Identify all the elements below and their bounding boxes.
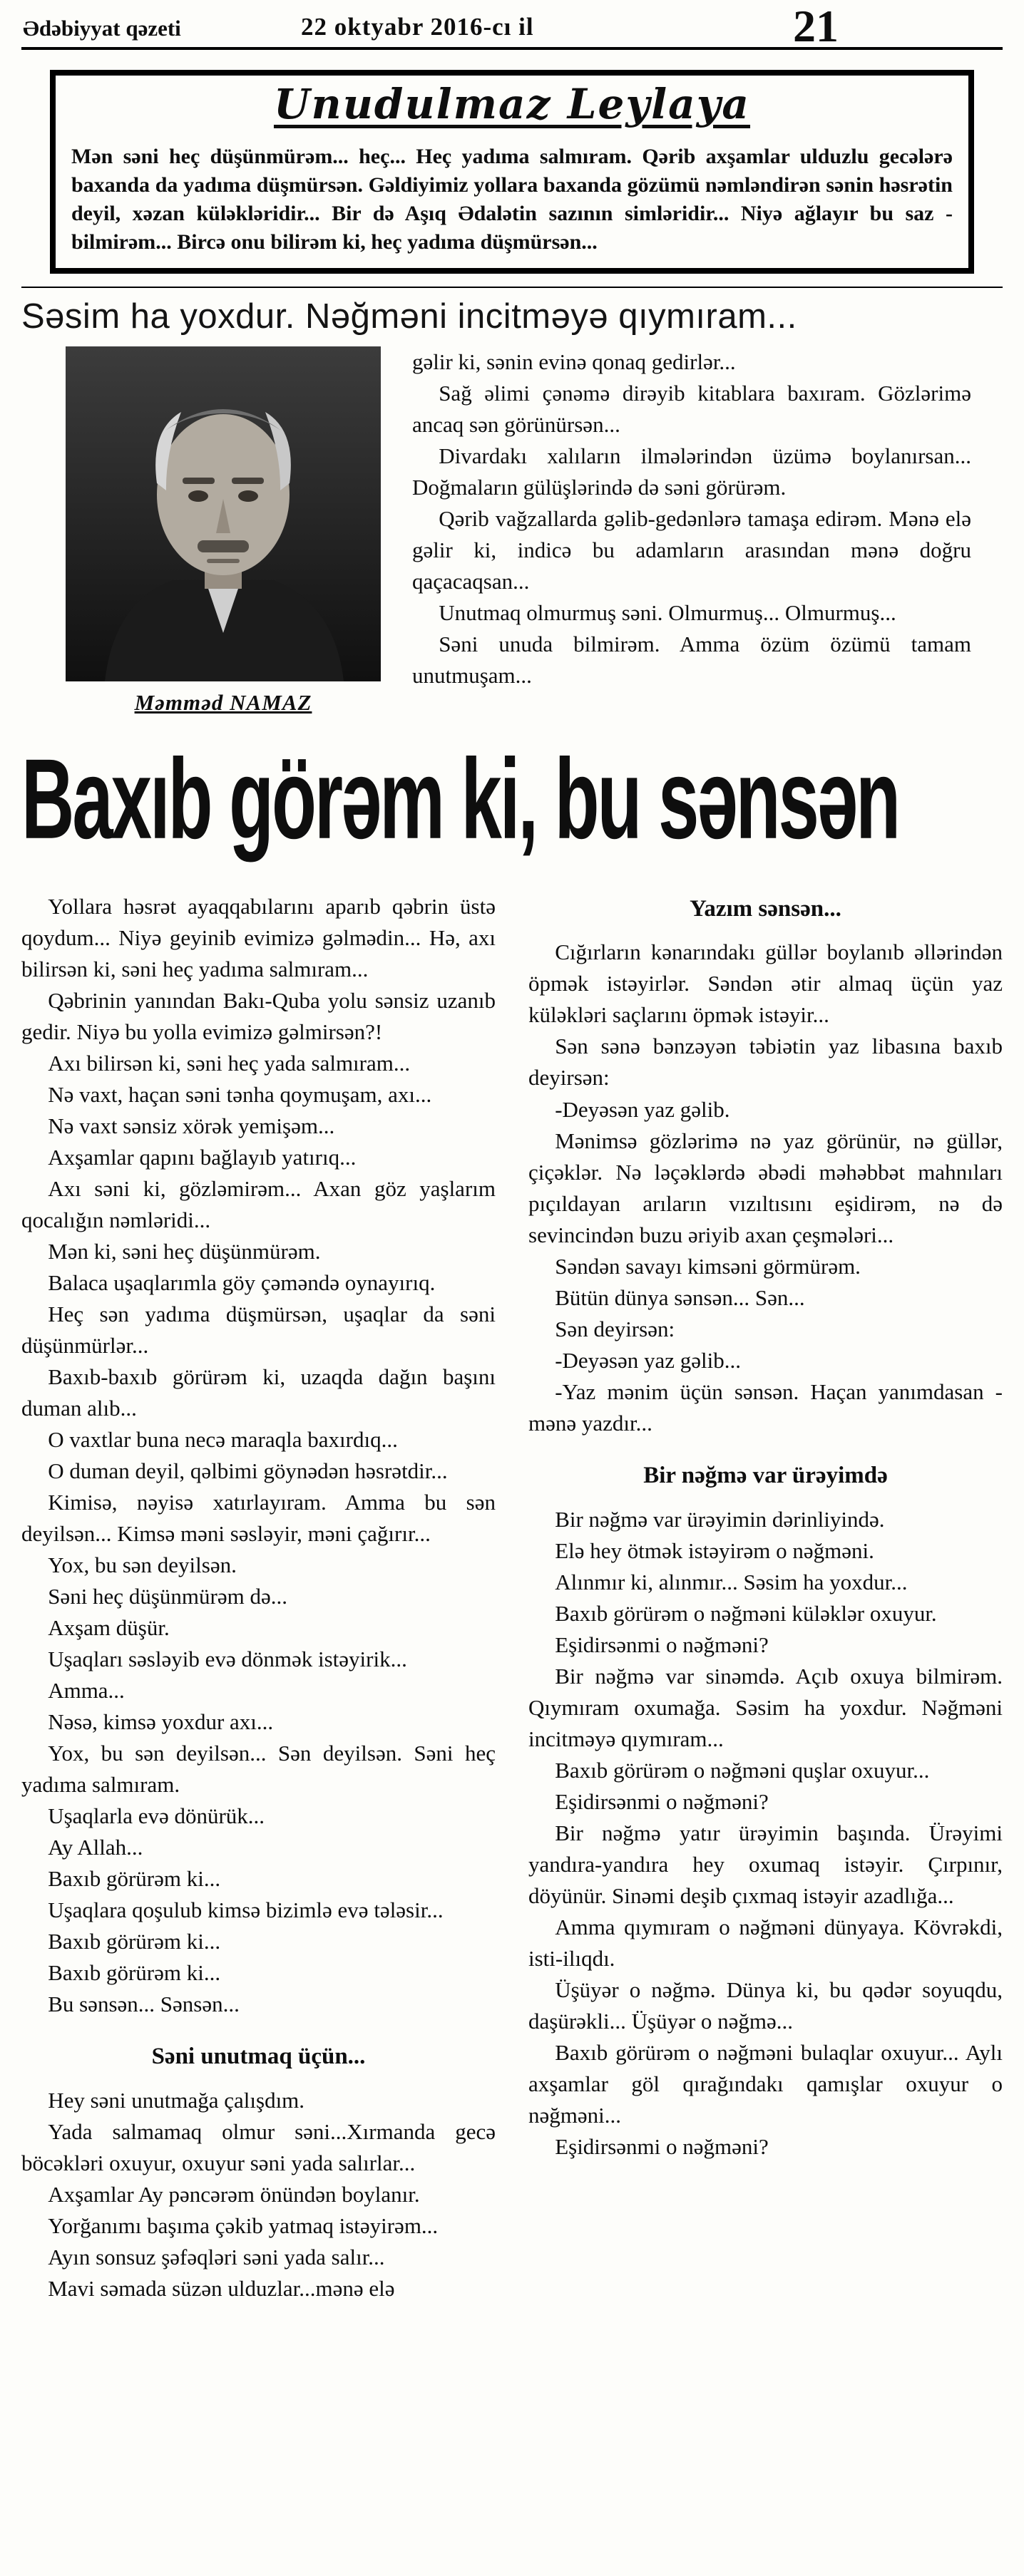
dedication-text: Mən səni heç düşünmürəm... heç... Heç yadıma salmıram. Qərib axşamlar ulduzlu gecələrə baxanda da yadıma düşmürsən. Gəldiyimiz yollara baxanda gözümü nəmləndirən sənin həsrətin deyil, xəzan küləkləridir... Bir də Aşıq Ədalətin sazının simləridir... Niyə ağlayır bu saz - bilmirəm... Bircə onu bilirəm ki, heç yadıma düşmürsən... [71, 145, 953, 254]
paragraph: -Deyəsən yaz gəlib... [555, 1347, 741, 1373]
paragraph: Eşidirsənmi o nəğməni? [555, 1632, 769, 1657]
paragraph: Axşam düşür. [48, 1614, 170, 1640]
paragraph: Səni unuda bilmirəm. Amma özüm özümü tamam unutmuşam... [412, 631, 971, 688]
left-column-subsection [21, 2085, 496, 2304]
paragraph: Mavi səmada süzən ulduzlar...mənə elə [48, 2276, 395, 2302]
paragraph: O vaxtlar buna necə maraqla baxırdıq... [48, 1426, 398, 1452]
paragraph: Elə hey ötmək istəyirəm o nəğməni. [555, 1537, 874, 1563]
page-number: 21 [793, 1, 839, 52]
divider-rule [21, 287, 1003, 288]
paragraph: Ayın sonsuz şəfəqləri səni yada salır... [48, 2245, 385, 2270]
paragraph: Qərib vağzallarda gəlib-gedənlərə tamaşa edirəm. Mənə elə gəlir ki, indicə bu adamların arasından mənə doğru qaçacaqsan... [412, 505, 971, 594]
paragraph: Balaca uşaqlarımla göy çəməndə oynayırıq. [48, 1269, 436, 1295]
paragraph: Eşidirsənmi o nəğməni? [555, 2133, 769, 2159]
paragraph: Mən ki, səni heç düşünmürəm. [48, 1238, 321, 1264]
paragraph: Bir nəğmə var sinəmdə. Açıb oxuya bilmirəm. Qıymıram oxumağa. Səsim ha yoxdur. Nəğməni incitməyə qıymıram... [528, 1663, 1003, 1751]
paragraph: Divardakı xalıların ilmələrindən üzümə boylanırsan... Doğmaların gülüşlərində də səni görürəm. [412, 443, 971, 500]
paragraph: Baxıb görürəm ki... [48, 1929, 221, 1954]
paragraph: Alınmır ki, alınmır... Səsim ha yoxdur... [555, 1569, 908, 1594]
paragraph: Ay Allah... [48, 1835, 143, 1860]
paragraph: Nə vaxt sənsiz xörək yemişəm... [48, 1113, 335, 1138]
author-portrait-image [66, 346, 381, 681]
paragraph: gəlir ki, sənin evinə qonaq gedirlər... [412, 349, 736, 374]
paragraph: Axşamlar qapını bağlayıb yatırıq... [48, 1144, 357, 1170]
left-column [21, 891, 496, 2305]
paragraph: Hey səni unutmağa çalışdım. [48, 2087, 305, 2113]
paragraph: Baxıb görürəm o nəğməni bulaqlar oxuyur... Aylı axşamlar göl qırağındakı qamışlar oxuyur o nəğməni... [528, 2039, 1003, 2128]
subheading-yazim-sensen: Yazım sənsən... [690, 895, 841, 922]
right-column-section1 [528, 937, 1003, 1438]
page-header [21, 1, 1003, 52]
paragraph: Sən sənə bənzəyən təbiətin yaz libasına baxıb deyirsən: [528, 1034, 1003, 1091]
paragraph: Üşüyər o nəğmə. Dünya ki, bu qədər soyuqdu, daşürəkli... Üşüyər o nəğmə... [528, 1977, 1003, 2034]
author-photo [66, 346, 381, 716]
paragraph: Yox, bu sən deyilsən. [48, 1552, 237, 1577]
paragraph: Bütün dünya sənsən... Sən... [555, 1284, 805, 1310]
intro-text-column [412, 346, 1003, 716]
paragraph: Baxıb görürəm ki... [48, 1960, 221, 1986]
paragraph: Yollara həsrət ayaqqabılarını aparıb qəbrin üstə qoydum... Niyə geyinib evimizə gəlmədin... Hə, axı bilirsən ki, səni heç yadıma salmıram... [21, 893, 496, 982]
paragraph: Səndən savayı kimsəni görmürəm. [555, 1253, 861, 1279]
paragraph: Nə vaxt, haçan səni tənha qoymuşam, axı... [48, 1081, 432, 1107]
kicker-line: Səsim ha yoxdur. Nəğməni incitməyə qıymıram... [21, 297, 797, 336]
paragraph: Nəsə, kimsə yoxdur axı... [48, 1709, 274, 1734]
paragraph: Baxıb görürəm o nəğməni küləklər oxuyur. [555, 1600, 937, 1626]
paragraph: Axşamlar Ay pəncərəm önündən boylanır. [48, 2182, 420, 2207]
issue-date: 22 oktyabr 2016-cı il [301, 13, 534, 41]
author-name: Məmməd NAMAZ [134, 689, 312, 715]
paragraph: Yorğanımı başıma çəkib yatmaq istəyirəm... [48, 2213, 439, 2239]
right-column-section2 [528, 1504, 1003, 2163]
article-body [21, 891, 1003, 2305]
paragraph: Mənimsə gözlərimə nə yaz görünür, nə güllər, çiçəklər. Nə ləçəklərdə əbədi məhəbbət mahnıları pıçıldayan arıların vızıltısını eşidirəm, nə də sevincindən buzu əriyib axan çeşmələri... [528, 1128, 1003, 1247]
paragraph: Axı bilirsən ki, səni heç yada salmıram... [48, 1050, 411, 1076]
paragraph: Uşaqları səsləyib evə dönmək istəyirik... [48, 1646, 407, 1671]
left-column-paragraphs [21, 891, 496, 2021]
paragraph: Axı səni ki, gözləmirəm... Axan göz yaşlarım qocalığın nəmləridi... [21, 1175, 496, 1232]
paragraph: Yada salmamaq olmur səni...Xırmanda gecə böcəkləri oxuyur, oxuyur səni yada salırlar... [21, 2119, 496, 2176]
paragraph: Heç sən yadıma düşmürsən, uşaqlar da səni düşünmürlər... [21, 1301, 496, 1358]
paragraph: Baxıb görürəm ki... [48, 1866, 221, 1892]
paragraph: Uşaqlarla evə dönürük... [48, 1803, 265, 1829]
paragraph: Eşidirsənmi o nəğməni? [555, 1788, 769, 1814]
paragraph: O duman deyil, qəlbimi göynədən həsrətdir... [48, 1458, 448, 1483]
dedication-box [50, 70, 974, 274]
paragraph: -Yaz mənim üçün sənsən. Haçan yanımdasan - mənə yazdır... [528, 1379, 1003, 1436]
dedication-title: Unudulmaz Leylaya [273, 80, 751, 128]
paragraph: Uşaqlara qoşulub kimsə bizimlə evə tələsir... [48, 1897, 444, 1923]
paragraph: Yox, bu sən deyilsən... Sən deyilsən. Səni heç yadıma salmıram. [21, 1740, 496, 1797]
paragraph: Sən deyirsən: [555, 1316, 675, 1341]
paragraph: Baxıb-baxıb görürəm ki, uzaqda dağın başını duman alıb... [21, 1364, 496, 1421]
paragraph: Səni heç düşünmürəm də... [48, 1583, 287, 1609]
paragraph: Baxıb görürəm o nəğməni quşlar oxuyur... [555, 1757, 930, 1783]
paragraph: Bir nəğmə var ürəyimin dərinliyində. [555, 1506, 885, 1532]
subheading-bir-negme: Bir nəğmə var ürəyimdə [643, 1462, 888, 1488]
paragraph: Bir nəğmə yatır ürəyimin başında. Ürəyimi yandıra-yandıra hey oxumaq istəyir. Çırpınır, döyünür. Sinəmi deşib çıxmaq istəyir azadlığa... [528, 1820, 1003, 1908]
intro-section [21, 346, 1003, 716]
paragraph: Amma... [48, 1677, 125, 1703]
subheading-seni-unutmaq: Səni unutmaq üçün... [151, 2044, 366, 2070]
right-column [528, 891, 1003, 2305]
paragraph: Qəbrinin yanından Bakı-Quba yolu sənsiz uzanıb gedir. Niyə bu yolla evimizə gəlmirsən?! [21, 987, 496, 1044]
paragraph: Kimisə, nəyisə xatırlayıram. Amma bu sən deyilsən... Kimsə məni səsləyir, məni çağırır... [21, 1489, 496, 1546]
paragraph: Cığırların kənarındakı güllər boylanıb əllərindən öpmək istəyirlər. Səndən ətir almaq üçün yaz küləkləri saçlarını öpmək istəyir... [528, 939, 1003, 1028]
paragraph: Sağ əlimi çənəmə dirəyib kitablara baxıram. Gözlərimə ancaq sən görünürsən... [412, 380, 971, 437]
article-headline: Baxıb görəm ki, bu sənsən [21, 735, 899, 862]
masthead: Ədəbiyyat qəzeti [23, 16, 181, 41]
paragraph: Bu sənsən... Sənsən... [48, 1992, 240, 2017]
paragraph: -Deyəsən yaz gəlib. [555, 1096, 730, 1122]
paragraph: Amma qıymıram o nəğməni dünyaya. Kövrəkdi, isti-ilıqdı. [528, 1914, 1003, 1971]
paragraph: Unutmaq olmurmuş səni. Olmurmuş... Olmurmuş... [439, 599, 896, 625]
